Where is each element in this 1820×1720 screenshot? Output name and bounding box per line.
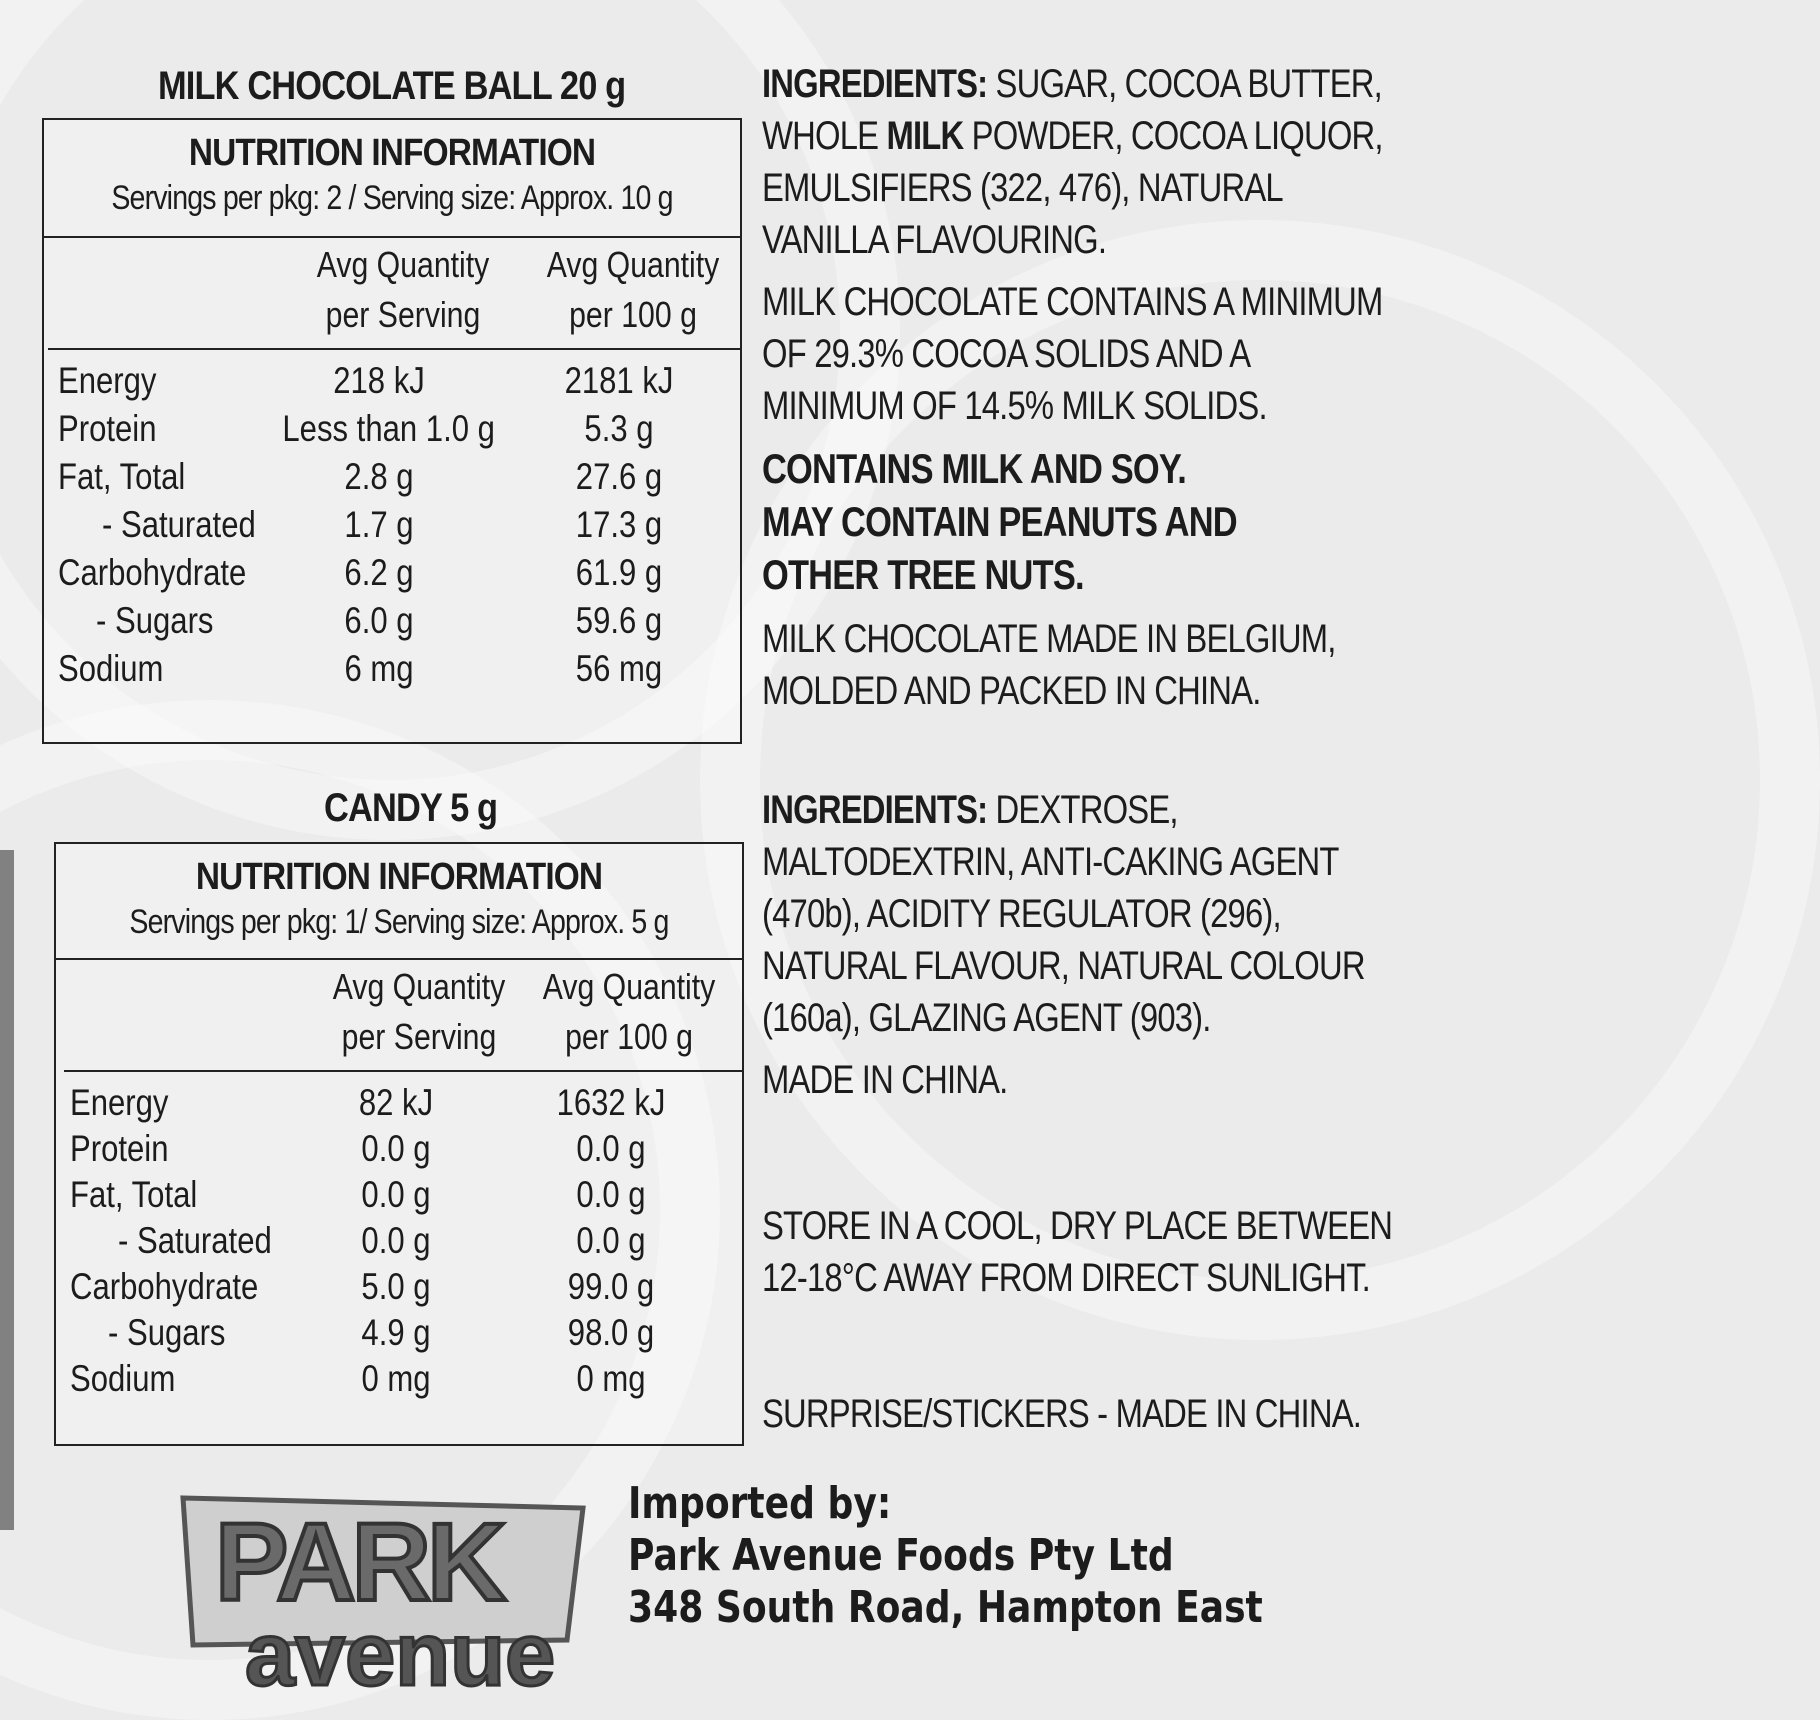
- nutrient-row: [44, 408, 740, 456]
- product2-nutrition-title: NUTRITION INFORMATION: [195, 856, 603, 898]
- nutrient-row: [44, 360, 740, 408]
- ingredients-text: POWDER, COCOA LIQUOR,: [963, 114, 1383, 158]
- nutrient-name: Sodium: [70, 1358, 176, 1399]
- ingredients-text: NATURAL FLAVOUR, NATURAL COLOUR: [762, 944, 1365, 988]
- per-100g-value: 0.0 g: [576, 1174, 646, 1215]
- product2-ingredients-block: [762, 784, 1422, 1106]
- per-100g-value: 17.3 g: [575, 504, 663, 545]
- storage-line: STORE IN A COOL, DRY PLACE BETWEEN: [762, 1204, 1393, 1248]
- per-serving-value: 6.2 g: [344, 552, 414, 593]
- per-100g-value: 5.3 g: [584, 408, 654, 449]
- product1-nutrition-header: [44, 120, 740, 238]
- origin-line: MILK CHOCOLATE MADE IN BELGIUM,: [762, 617, 1336, 661]
- per-100g-value: 27.6 g: [575, 456, 663, 497]
- product2-ingredients: [762, 784, 1418, 1044]
- surprise-origin: [762, 1388, 1422, 1440]
- per-serving-value: Less than 1.0 g: [282, 408, 495, 449]
- cocoa-note-line: MINIMUM OF 14.5% MILK SOLIDS.: [762, 384, 1267, 428]
- per-serving-value: 0.0 g: [361, 1174, 431, 1215]
- per-serving-value: 218 kJ: [333, 360, 425, 401]
- product1-nutrition-panel: [42, 118, 742, 744]
- nutrient-row: [56, 1174, 742, 1222]
- ingredients-milk: MILK: [886, 114, 964, 158]
- per-100g-value: 56 mg: [575, 648, 663, 689]
- cocoa-note-line: OF 29.3% COCOA SOLIDS AND A: [762, 332, 1251, 376]
- product2-nutrition-panel: [54, 842, 744, 1446]
- product1-allergens: [762, 442, 1418, 601]
- nutrient-name: - Sugars: [96, 600, 214, 641]
- importer-company: Park Avenue Foods Pty Ltd: [628, 1530, 1174, 1581]
- nutrient-row: [44, 648, 740, 696]
- nutrient-name: - Saturated: [118, 1220, 272, 1261]
- park-avenue-logo: [175, 1480, 595, 1705]
- per-serving-value: 1.7 g: [344, 504, 414, 545]
- product1-ingredients-block: [762, 58, 1422, 717]
- product1-title: MILK CHOCOLATE BALL 20 g: [158, 64, 626, 108]
- per-100g-value: 1632 kJ: [556, 1082, 666, 1123]
- col-header-line: Avg Quantity: [332, 966, 506, 1007]
- ingredients-text: (470b), ACIDITY REGULATOR (296),: [762, 892, 1281, 936]
- nutrient-name: Protein: [70, 1128, 169, 1169]
- per-serving-value: 5.0 g: [361, 1266, 431, 1307]
- surprise-text: SURPRISE/STICKERS - MADE IN CHINA.: [762, 1392, 1362, 1436]
- per-serving-value: 0 mg: [361, 1358, 431, 1399]
- col-header-line: Avg Quantity: [546, 244, 720, 285]
- storage-line: 12-18°C AWAY FROM DIRECT SUNLIGHT.: [762, 1256, 1370, 1300]
- col-per-serving-header: [306, 240, 499, 340]
- nutrient-row: [56, 1358, 742, 1406]
- storage-instructions: [762, 1200, 1422, 1304]
- product2-column-headers: [64, 960, 742, 1072]
- nutrient-row: [44, 456, 740, 504]
- nutrient-name: Carbohydrate: [58, 552, 247, 593]
- nutrient-name: Carbohydrate: [70, 1266, 259, 1307]
- per-serving-value: 0.0 g: [361, 1128, 431, 1169]
- nutrient-name: - Saturated: [102, 504, 256, 545]
- per-serving-value: 4.9 g: [361, 1312, 431, 1353]
- per-100g-value: 2181 kJ: [564, 360, 674, 401]
- importer-block: [628, 1478, 1263, 1634]
- logo-text-park: PARK: [215, 1501, 503, 1624]
- ingredients-label: INGREDIENTS:: [762, 788, 988, 832]
- per-100g-value: 99.0 g: [567, 1266, 655, 1307]
- cocoa-note-line: MILK CHOCOLATE CONTAINS A MINIMUM: [762, 280, 1383, 324]
- per-100g-value: 98.0 g: [567, 1312, 655, 1353]
- logo-graphic: [175, 1480, 595, 1705]
- product2-servings: Servings per pkg: 1/ Serving size: Approx. 5 g: [129, 903, 669, 941]
- product1-servings: Servings per pkg: 2 / Serving size: Approx. 10 g: [111, 179, 673, 217]
- origin-line: MOLDED AND PACKED IN CHINA.: [762, 669, 1261, 713]
- col-per-100g-header: [532, 962, 725, 1062]
- product1-cocoa-note: [762, 276, 1418, 432]
- ingredients-text: MALTODEXTRIN, ANTI-CAKING AGENT: [762, 840, 1339, 884]
- per-serving-value: 6.0 g: [344, 600, 414, 641]
- product1-column-headers: [48, 238, 740, 350]
- ingredients-text: DEXTROSE,: [987, 788, 1178, 832]
- nutrient-row: [56, 1312, 742, 1360]
- ingredients-label: INGREDIENTS:: [762, 62, 988, 106]
- nutrient-row: [44, 552, 740, 600]
- nutrient-row: [44, 504, 740, 552]
- per-100g-value: 0.0 g: [576, 1220, 646, 1261]
- nutrient-name: Energy: [70, 1082, 169, 1123]
- nutrient-name: Sodium: [58, 648, 164, 689]
- ingredients-text: EMULSIFIERS (322, 476), NATURAL: [762, 166, 1283, 210]
- per-serving-value: 82 kJ: [358, 1082, 434, 1123]
- nutrient-name: Protein: [58, 408, 157, 449]
- col-header-line: Avg Quantity: [542, 966, 716, 1007]
- per-100g-value: 0 mg: [576, 1358, 646, 1399]
- col-header-line: per 100 g: [569, 294, 697, 335]
- packaging-edge: [0, 850, 14, 1530]
- per-serving-value: 2.8 g: [344, 456, 414, 497]
- ingredients-text: (160a), GLAZING AGENT (903).: [762, 996, 1211, 1040]
- nutrient-name: Energy: [58, 360, 157, 401]
- allergen-line: OTHER TREE NUTS.: [762, 551, 1084, 598]
- per-serving-value: 0.0 g: [361, 1220, 431, 1261]
- per-100g-value: 0.0 g: [576, 1128, 646, 1169]
- nutrient-name: Fat, Total: [58, 456, 186, 497]
- product2-origin: MADE IN CHINA.: [762, 1058, 1008, 1102]
- col-header-line: per Serving: [341, 1016, 497, 1057]
- nutrient-row: [44, 600, 740, 648]
- per-serving-value: 6 mg: [344, 648, 414, 689]
- allergen-line: MAY CONTAIN PEANUTS AND: [762, 498, 1237, 545]
- per-100g-value: 61.9 g: [575, 552, 663, 593]
- nutrient-row: [56, 1266, 742, 1314]
- col-header-line: Avg Quantity: [316, 244, 490, 285]
- importer-address: 348 South Road, Hampton East: [628, 1582, 1263, 1633]
- ingredients-text: VANILLA FLAVOURING.: [762, 218, 1107, 262]
- product2-title: CANDY 5 g: [324, 786, 498, 830]
- col-header-line: per Serving: [325, 294, 481, 335]
- nutrient-name: Fat, Total: [70, 1174, 198, 1215]
- per-100g-value: 59.6 g: [575, 600, 663, 641]
- ingredients-text: SUGAR, COCOA BUTTER,: [995, 62, 1382, 106]
- importer-label: Imported by:: [628, 1478, 892, 1529]
- nutrient-name: - Sugars: [108, 1312, 226, 1353]
- product1-ingredients: [762, 58, 1418, 266]
- product2-nutrition-header: [56, 844, 742, 960]
- col-header-line: per 100 g: [565, 1016, 693, 1057]
- allergen-line: CONTAINS MILK AND SOY.: [762, 445, 1186, 492]
- product1-origin: [762, 613, 1418, 717]
- product1-nutrition-title: NUTRITION INFORMATION: [188, 132, 596, 174]
- nutrient-row: [56, 1082, 742, 1130]
- storage-text: [762, 1200, 1418, 1304]
- nutrient-row: [56, 1220, 742, 1268]
- logo-text-avenue: avenue: [245, 1605, 556, 1705]
- col-per-100g-header: [536, 240, 729, 340]
- col-per-serving-header: [322, 962, 515, 1062]
- ingredients-text: WHOLE: [762, 114, 887, 158]
- nutrient-row: [56, 1128, 742, 1176]
